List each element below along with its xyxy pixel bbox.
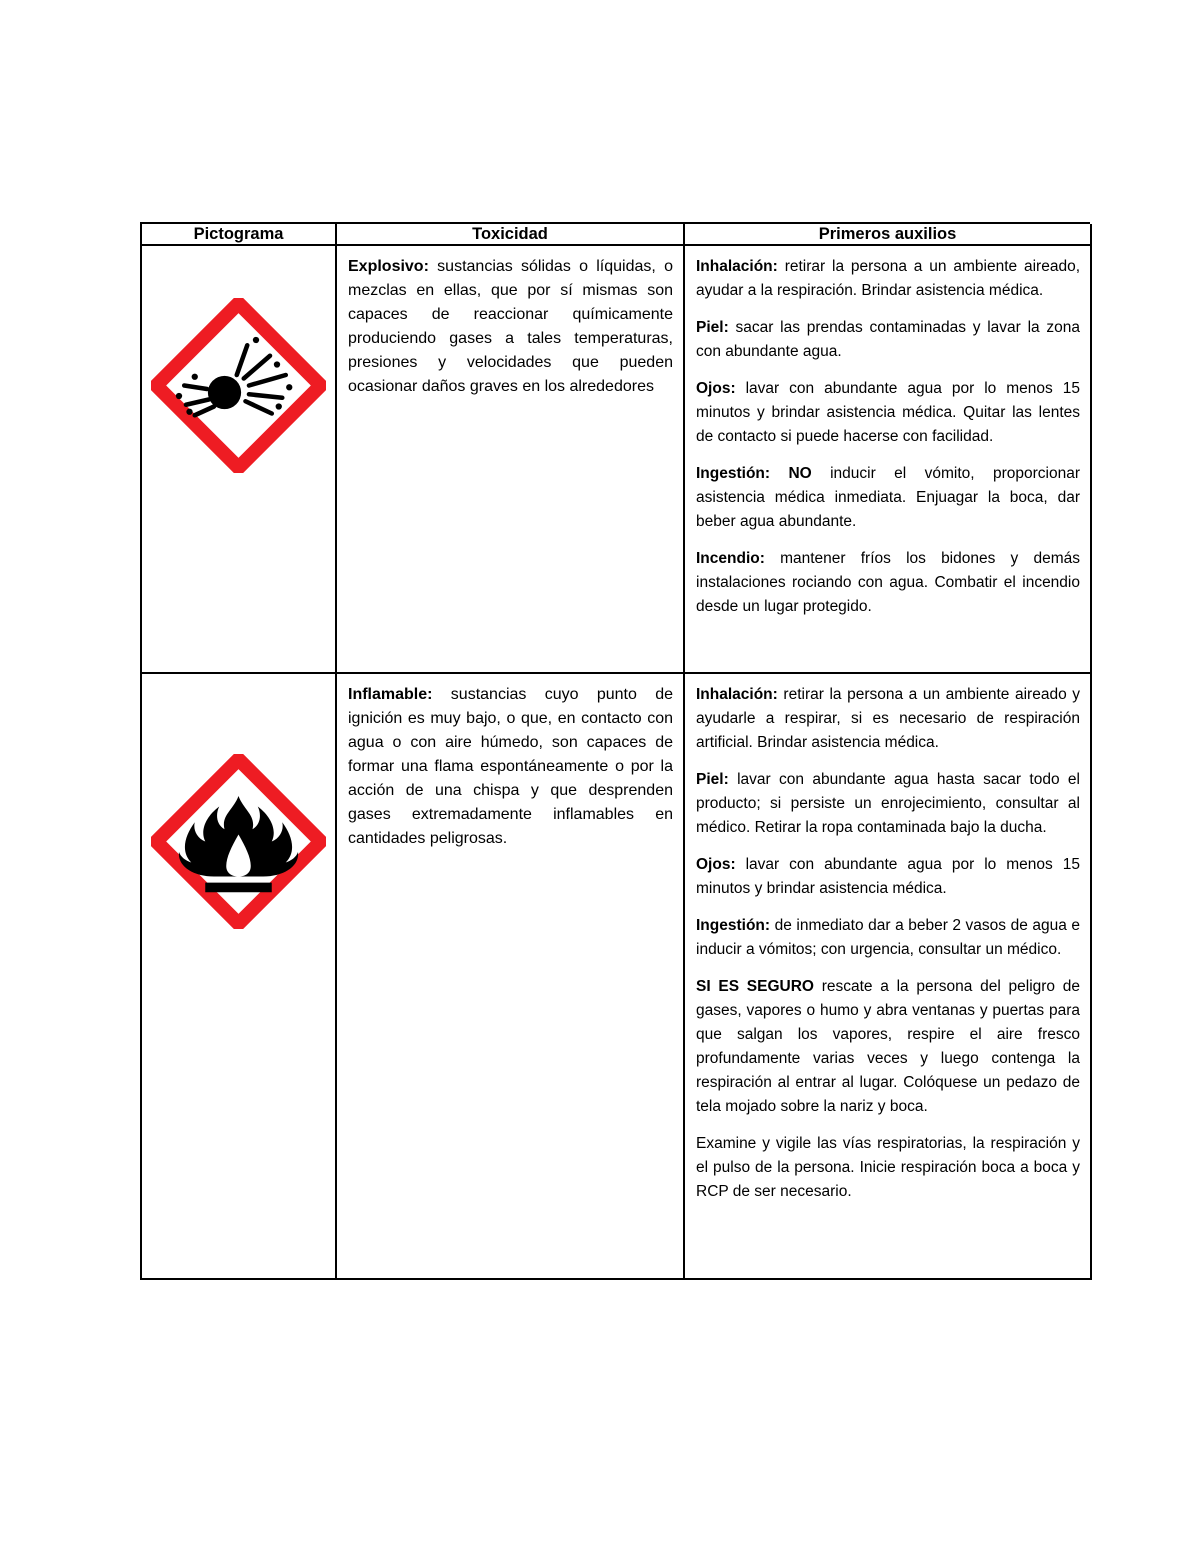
first-aid-text: de inmediato dar a beber 2 vasos de agua e inducir a vómitos; con urgencia, consultar un médico. <box>696 917 1081 958</box>
first-aid-text: Examine y vigile las vías respiratorias, la respiración y el pulso de la persona. Inicie respiración boca a boca y RCP de ser necesario. <box>696 1135 1080 1200</box>
first-aid-lead: Inhalación: <box>696 258 778 275</box>
first-aid-lead: Inhalación: <box>696 686 778 703</box>
first-aid-lead: Piel: <box>696 319 729 336</box>
first-aid-paragraph-monitor <box>696 1132 1080 1204</box>
column-header-first-aid-label: Primeros auxilios <box>818 224 957 243</box>
first-aid-paragraph-if-safe <box>696 975 1080 1119</box>
toxicity-cell-explosive <box>337 246 685 674</box>
first-aid-text: mantener fríos los bidones y demás instalaciones rociando con agua. Combatir el incendio desde un lugar protegido. <box>696 550 1080 615</box>
column-header-toxicity <box>337 224 685 246</box>
first-aid-paragraph-eyes <box>696 853 1080 901</box>
first-aid-lead: Ingestión: <box>696 917 771 934</box>
first-aid-paragraph-eyes <box>696 377 1080 449</box>
first-aid-lead: Incendio: <box>696 550 765 567</box>
first-aid-text: retirar la persona a un ambiente aireado y ayudarle a respirar, si es necesario de respiración artificial. Brindar asistencia médica. <box>696 686 1081 751</box>
first-aid-text: lavar con abundante agua por lo menos 15 minutos y brindar asistencia médica. Quitar las lentes de contacto si puede hacerse con facilidad. <box>696 380 1080 445</box>
first-aid-paragraph-inhalation <box>696 255 1080 303</box>
ghs02-flame-icon <box>151 754 326 929</box>
first-aid-cell-flammable <box>685 674 1092 1280</box>
toxicity-paragraph <box>348 255 673 399</box>
first-aid-lead: Piel: <box>696 771 729 788</box>
first-aid-text: rescate a la persona del peligro de gases, vapores o humo y abra ventanas y puertas para que salgan los vapores, respire el aire fresco profundamente varias veces y luego contenga la respiración al entrar al lugar. Colóquese un pedazo de tela mojado sobre la nariz y boca. <box>696 978 1080 1115</box>
first-aid-lead: Ingestión: NO <box>696 465 812 482</box>
table-row-explosive-pictogram-cell <box>142 246 337 674</box>
toxicity-text: sustancias cuyo punto de ignición es muy bajo, o que, en contacto con agua o con aire húmedo, son capaces de formar una flama espontáneamente o por la acción de una chispa y que desprenden gases extremadamente inflamables en cantidades peligrosas. <box>348 686 673 847</box>
hazard-pictogram-table <box>140 222 1090 1280</box>
ghs01-exploding-bomb-icon <box>151 298 326 473</box>
first-aid-paragraph-fire <box>696 547 1080 619</box>
first-aid-text: lavar con abundante agua hasta sacar todo el producto; si persiste un enrojecimiento, consultar al médico. Retirar la ropa contaminada bajo la ducha. <box>696 771 1080 836</box>
first-aid-paragraph-ingestion <box>696 914 1080 962</box>
first-aid-text: sacar las prendas contaminadas y lavar la zona con abundante agua. <box>696 319 1080 360</box>
toxicity-cell-flammable <box>337 674 685 1280</box>
first-aid-paragraph-ingestion <box>696 462 1080 534</box>
first-aid-lead: SI ES SEGURO <box>696 978 814 995</box>
first-aid-cell-explosive <box>685 246 1092 674</box>
first-aid-lead: Ojos: <box>696 380 736 397</box>
column-header-pictogram-label: Pictograma <box>193 224 284 243</box>
toxicity-text: sustancias sólidas o líquidas, o mezclas en ellas, que por sí mismas son capaces de reaccionar químicamente produciendo gases a tales temperaturas, presiones y velocidades que pueden ocasionar daños graves en los alrededores <box>348 258 673 395</box>
column-header-pictogram <box>142 224 337 246</box>
first-aid-text: retirar la persona a un ambiente aireado, ayudar a la respiración. Brindar asistencia médica. <box>696 258 1080 299</box>
first-aid-text: lavar con abundante agua por lo menos 15 minutos y brindar asistencia médica. <box>696 856 1080 897</box>
first-aid-text: inducir el vómito, proporcionar asistencia médica inmediata. Enjuagar la boca, dar beber agua abundante. <box>696 465 1081 530</box>
first-aid-paragraph-skin <box>696 316 1080 364</box>
first-aid-paragraph-skin <box>696 768 1080 840</box>
first-aid-lead: Ojos: <box>696 856 736 873</box>
column-header-toxicity-label: Toxicidad <box>472 224 548 243</box>
toxicity-lead: Inflamable: <box>348 686 433 703</box>
column-header-first-aid <box>685 224 1092 246</box>
toxicity-lead: Explosivo: <box>348 258 429 275</box>
toxicity-paragraph <box>348 683 673 851</box>
first-aid-paragraph-inhalation <box>696 683 1080 755</box>
table-row-flammable-pictogram-cell <box>142 674 337 1280</box>
